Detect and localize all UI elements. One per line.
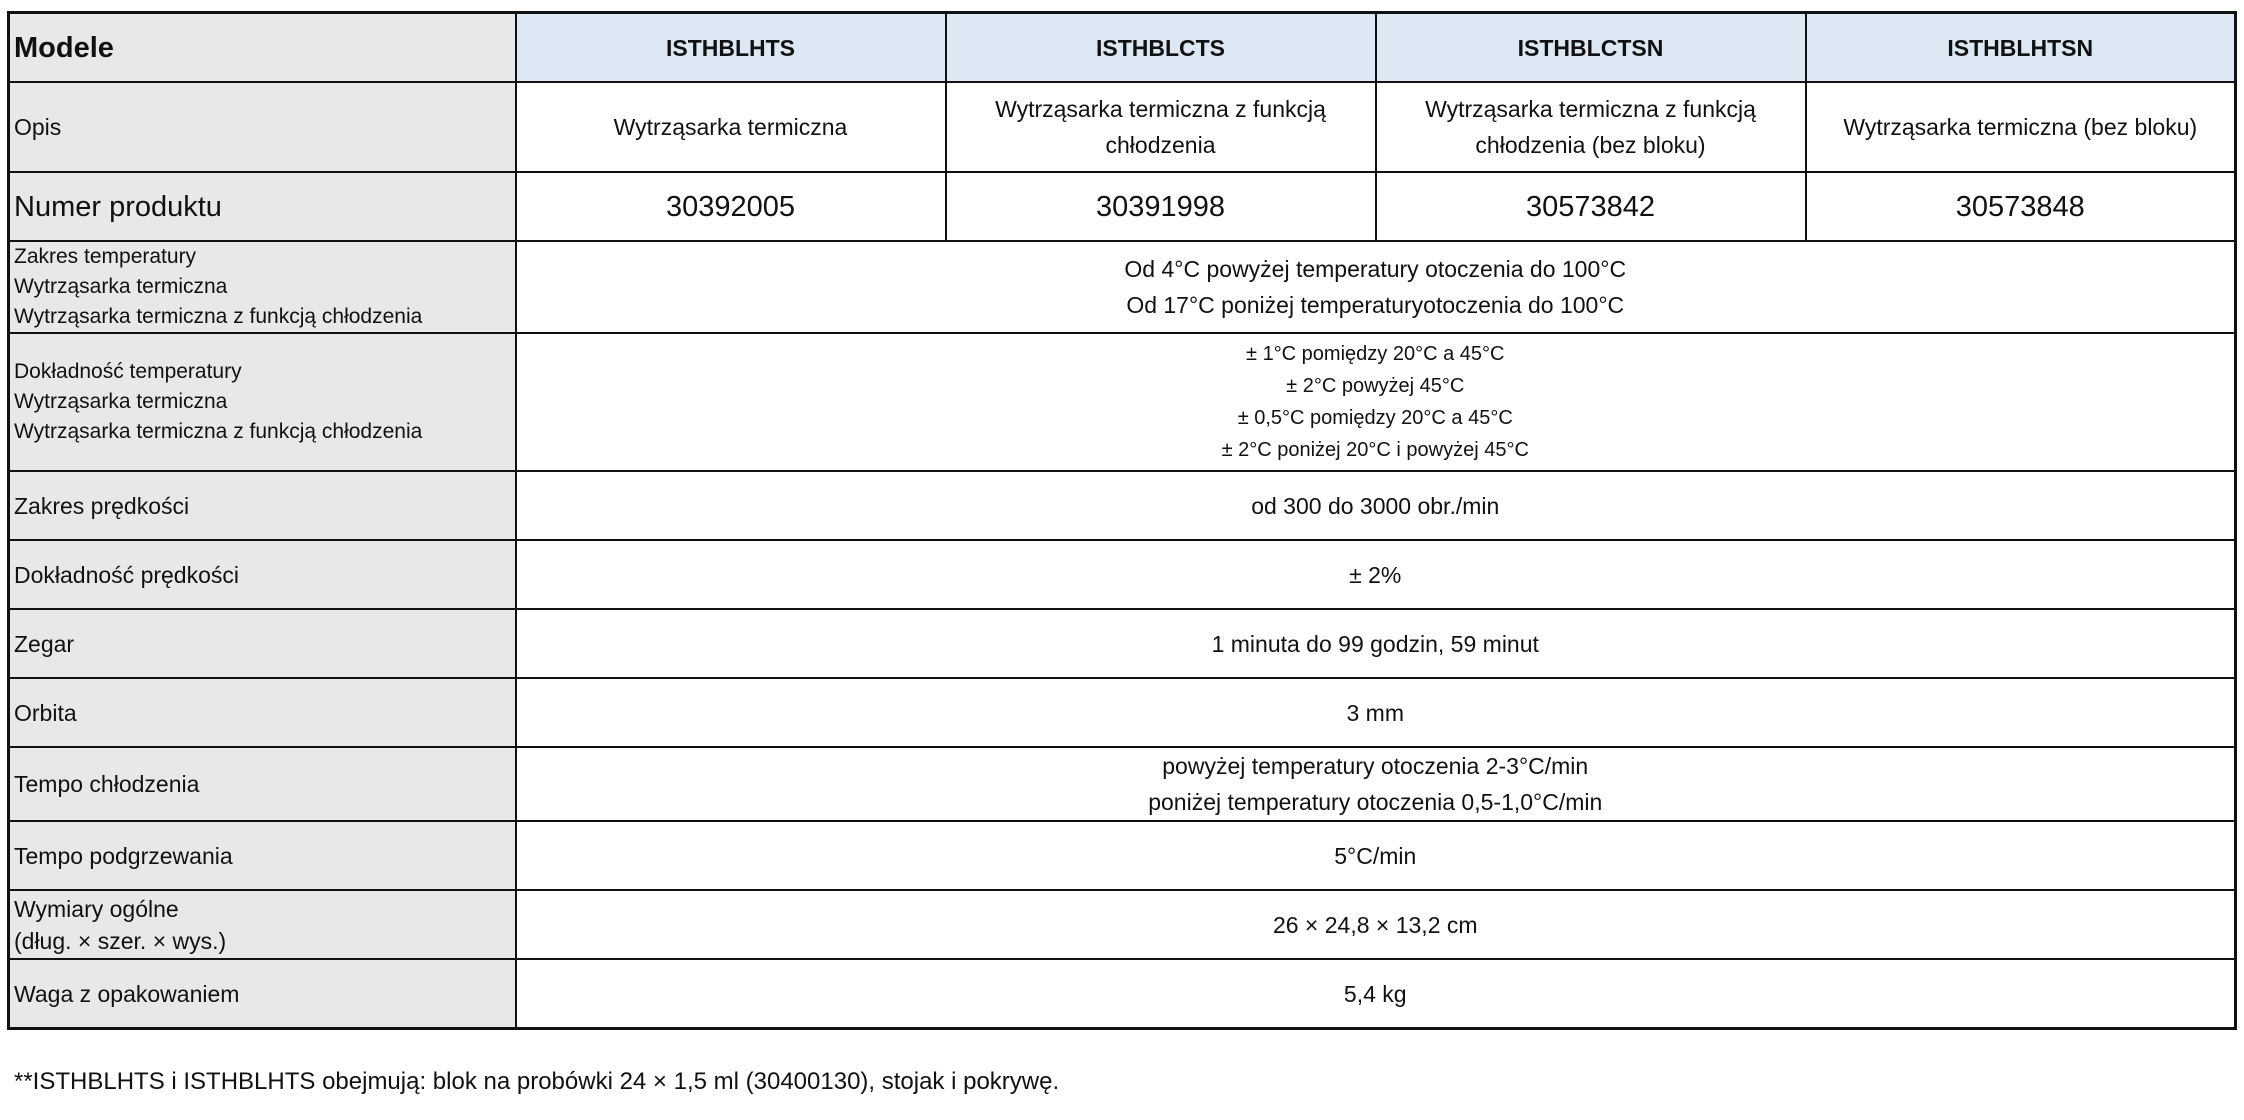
dimensions-value: 26 × 24,8 × 13,2 cm xyxy=(516,890,2236,959)
header-row xyxy=(9,13,2236,83)
header-label: Modele xyxy=(9,13,516,83)
label-line: Dokładność temperatury xyxy=(14,360,242,383)
model-name: ISTHBLCTSN xyxy=(1376,13,1806,83)
speed-range-row xyxy=(9,471,2236,540)
value-line: powyżej temperatury otoczenia 2-3°C/min xyxy=(1162,753,1589,779)
description-value: Wytrząsarka termiczna (bez bloku) xyxy=(1806,82,2236,172)
description-value: Wytrząsarka termiczna z funkcją chłodzenia (bez bloku) xyxy=(1376,82,1806,172)
label-line: Wytrząsarka termiczna xyxy=(14,390,228,413)
row-label: Orbita xyxy=(9,678,516,747)
row-label xyxy=(9,333,516,471)
orbit-value: 3 mm xyxy=(516,678,2236,747)
temp-range-value xyxy=(516,241,2236,333)
row-label: Numer produktu xyxy=(9,172,516,241)
speed-accuracy-value: ± 2% xyxy=(516,540,2236,609)
label-line: Wymiary ogólne xyxy=(14,895,179,922)
heating-rate-row xyxy=(9,821,2236,890)
product-number: 30573842 xyxy=(1376,172,1806,241)
value-line: ± 1°C pomiędzy 20°C a 45°C xyxy=(1246,343,1505,365)
row-label: Tempo podgrzewania xyxy=(9,821,516,890)
timer-value: 1 minuta do 99 godzin, 59 minut xyxy=(516,609,2236,678)
heating-rate-value: 5°C/min xyxy=(516,821,2236,890)
orbit-row xyxy=(9,678,2236,747)
description-row xyxy=(9,82,2236,172)
weight-value: 5,4 kg xyxy=(516,959,2236,1029)
description-value: Wytrząsarka termiczna z funkcją chłodzenia xyxy=(946,82,1376,172)
product-number: 30391998 xyxy=(946,172,1376,241)
cooling-rate-value xyxy=(516,747,2236,821)
label-line: (dług. × szer. × wys.) xyxy=(14,927,227,954)
label-line: Wytrząsarka termiczna z funkcją chłodzenia xyxy=(14,305,423,328)
label-line: Wytrząsarka termiczna xyxy=(14,275,228,298)
speed-accuracy-row xyxy=(9,540,2236,609)
product-number: 30573848 xyxy=(1806,172,2236,241)
row-label: Zegar xyxy=(9,609,516,678)
description-value: Wytrząsarka termiczna xyxy=(516,82,946,172)
temp-accuracy-value xyxy=(516,333,2236,471)
footnote: **ISTHBLHTS i ISTHBLHTS obejmują: blok na probówki 24 × 1,5 ml (30400130), stojak i pokrywę. xyxy=(14,1068,1060,1095)
value-line: poniżej temperatury otoczenia 0,5-1,0°C/min xyxy=(1148,789,1603,815)
product-number: 30392005 xyxy=(516,172,946,241)
row-label: Zakres prędkości xyxy=(9,471,516,540)
product-number-row xyxy=(9,172,2236,241)
label-line: Wytrząsarka termiczna z funkcją chłodzenia xyxy=(14,420,423,443)
row-label xyxy=(9,890,516,959)
model-name: ISTHBLHTSN xyxy=(1806,13,2236,83)
row-label: Waga z opakowaniem xyxy=(9,959,516,1029)
row-label: Dokładność prędkości xyxy=(9,540,516,609)
spec-table xyxy=(7,11,2237,1030)
row-label: Tempo chłodzenia xyxy=(9,747,516,821)
temp-range-row xyxy=(9,241,2236,333)
dimensions-row xyxy=(9,890,2236,959)
value-line: ± 2°C powyżej 45°C xyxy=(1286,375,1465,397)
value-line: Od 4°C powyżej temperatury otoczenia do 100°C xyxy=(1124,256,1627,282)
temp-accuracy-row xyxy=(9,333,2236,471)
timer-row xyxy=(9,609,2236,678)
label-line: Zakres temperatury xyxy=(14,245,197,268)
model-name: ISTHBLHTS xyxy=(516,13,946,83)
row-label: Opis xyxy=(9,82,516,172)
cooling-rate-row xyxy=(9,747,2236,821)
model-name: ISTHBLCTS xyxy=(946,13,1376,83)
row-label xyxy=(9,241,516,333)
weight-row xyxy=(9,959,2236,1029)
value-line: ± 2°C poniżej 20°C i powyżej 45°C xyxy=(1221,439,1529,461)
value-line: Od 17°C poniżej temperaturyotoczenia do 100°C xyxy=(1126,292,1625,318)
speed-range-value: od 300 do 3000 obr./min xyxy=(516,471,2236,540)
value-line: ± 0,5°C pomiędzy 20°C a 45°C xyxy=(1237,407,1513,429)
